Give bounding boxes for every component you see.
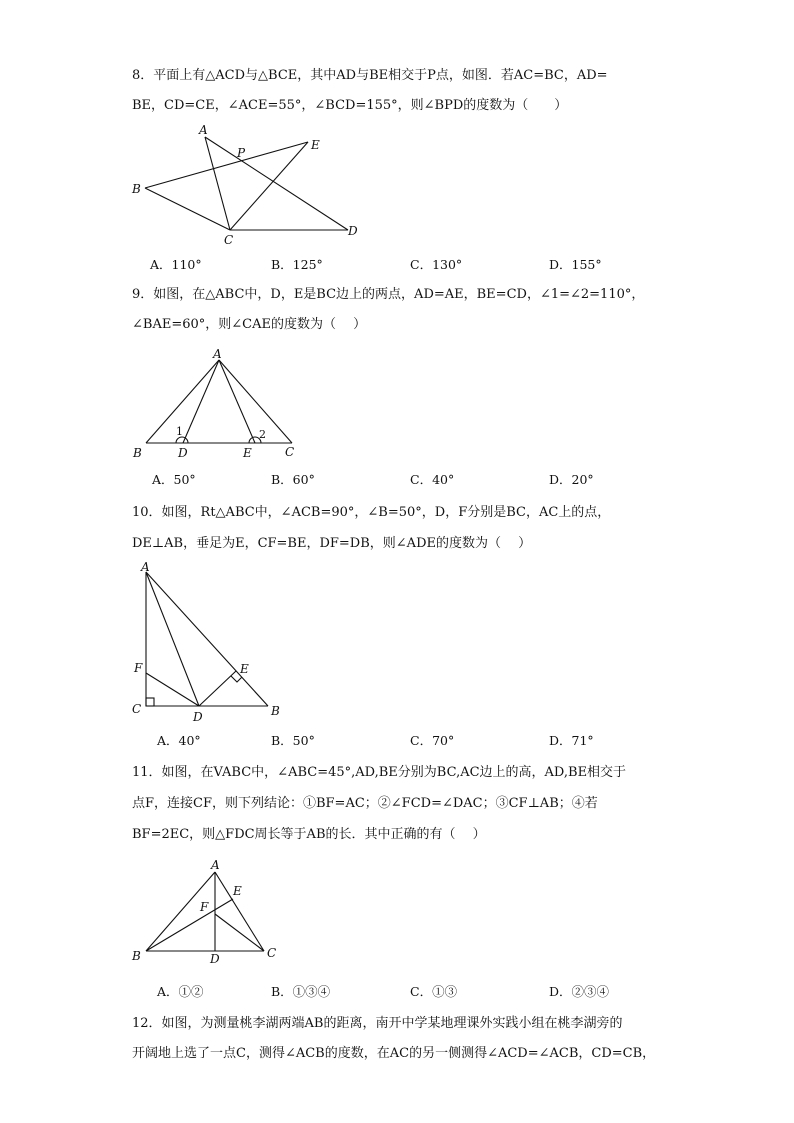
q9-option-c: C．40° [410, 472, 455, 487]
q10-label-f: F [134, 661, 143, 675]
q10-figure [128, 556, 288, 724]
q9-label-d: D [178, 446, 188, 460]
q11-label-b: B [132, 949, 141, 963]
q10-text-line-1: 10．如图，Rt△ABC中，∠ACB=90°，∠B=50°，D，F分别是BC，AC上的点， [132, 505, 611, 520]
q10-label-c: C [132, 702, 142, 716]
q10-label-a: A [141, 560, 150, 574]
q8-option-c: C．130° [410, 257, 463, 272]
q11-label-d: D [210, 952, 220, 966]
q11-option-b: B．①③④ [271, 984, 331, 999]
q9-label-angle-2: 2 [259, 428, 266, 441]
q8-label-e: E [311, 138, 320, 152]
q11-text-line-2: 点F，连接CF，则下列结论：①BF=AC；②∠FCD=∠DAC；③CF⊥AB；④若 [132, 796, 598, 811]
q9-text-line-1: 9．如图，在△ABC中，D，E是BC边上的两点，AD=AE，BE=CD，∠1=∠2=110°， [132, 287, 645, 302]
q9-option-a: A．50° [152, 472, 196, 487]
q10-segment-ab [146, 572, 268, 706]
q10-option-d: D．71° [549, 733, 594, 748]
q9-label-e: E [243, 446, 252, 460]
q10-segment-de [199, 671, 236, 706]
q11-figure [128, 852, 288, 972]
q11-label-f: F [200, 900, 209, 914]
q9-segment-ae [219, 360, 255, 443]
q9-text-line-2: ∠BAE=60°，则∠CAE的度数为（ ） [132, 317, 367, 332]
q8-label-p: P [237, 146, 246, 160]
q11-segment-fc [215, 914, 264, 951]
q8-label-b: B [132, 182, 141, 196]
q10-text-line-2: DE⊥AB，垂足为E，CF=BE，DF=DB，则∠ADE的度数为（ ） [132, 536, 532, 551]
q8-option-d: D．155° [549, 257, 602, 272]
q8-label-a: A [199, 123, 208, 137]
q9-option-b: B．60° [271, 472, 315, 487]
q9-label-a: A [213, 347, 222, 361]
q11-option-a: A．①② [157, 984, 204, 999]
q9-segment-ac [219, 360, 292, 443]
q10-label-d: D [193, 710, 203, 724]
q10-option-a: A．40° [157, 733, 201, 748]
q11-text-line-3: BF=2EC，则△FDC周长等于AB的长．其中正确的有（ ） [132, 827, 486, 842]
q9-figure [128, 344, 308, 464]
q9-label-angle-1: 1 [176, 425, 183, 438]
q9-label-c: C [285, 445, 295, 459]
q8-segment-bc [145, 188, 230, 230]
q11-text-line-1: 11．如图，在VABC中，∠ABC=45°,AD,BE分别为BC,AC边上的高，AD,BE相交于 [132, 765, 627, 780]
q8-label-c: C [224, 233, 234, 247]
q10-label-b: B [271, 704, 280, 718]
q11-segment-be [146, 899, 233, 951]
q9-option-d: D．20° [549, 472, 594, 487]
q10-right-angle-e [231, 676, 242, 682]
q10-segment-ad [146, 572, 199, 706]
q9-segment-ad [183, 360, 219, 443]
q11-option-d: D．②③④ [549, 984, 610, 999]
q12-text-line-2: 开阔地上选了一点C，测得∠ACB的度数，在AC的另一侧测得∠ACD=∠ACB，CD=CB， [132, 1046, 656, 1061]
q8-text-line-2: BE，CD=CE，∠ACE=55°，∠BCD=155°，则∠BPD的度数为（ ） [132, 98, 568, 113]
q8-figure [128, 120, 368, 250]
q8-label-d: D [348, 224, 358, 238]
q9-label-b: B [133, 446, 142, 460]
q8-option-b: B．125° [271, 257, 323, 272]
q8-segment-be [145, 142, 308, 188]
q10-label-e: E [240, 662, 249, 676]
q10-right-angle-c [146, 698, 154, 706]
q10-option-c: C．70° [410, 733, 455, 748]
q10-option-b: B．50° [271, 733, 315, 748]
q12-text-line-1: 12．如图，为测量桃李湖两端AB的距离，南开中学某地理课外实践小组在桃李湖旁的 [132, 1016, 623, 1031]
q8-text-line-1: 8．平面上有△ACD与△BCE，其中AD与BE相交于P点，如图．若AC=BC，AD= [132, 68, 608, 83]
q8-option-a: A．110° [150, 257, 202, 272]
q11-label-c: C [267, 946, 277, 960]
q11-label-a: A [211, 858, 220, 872]
q11-label-e: E [233, 884, 242, 898]
q11-option-c: C．①③ [410, 984, 458, 999]
